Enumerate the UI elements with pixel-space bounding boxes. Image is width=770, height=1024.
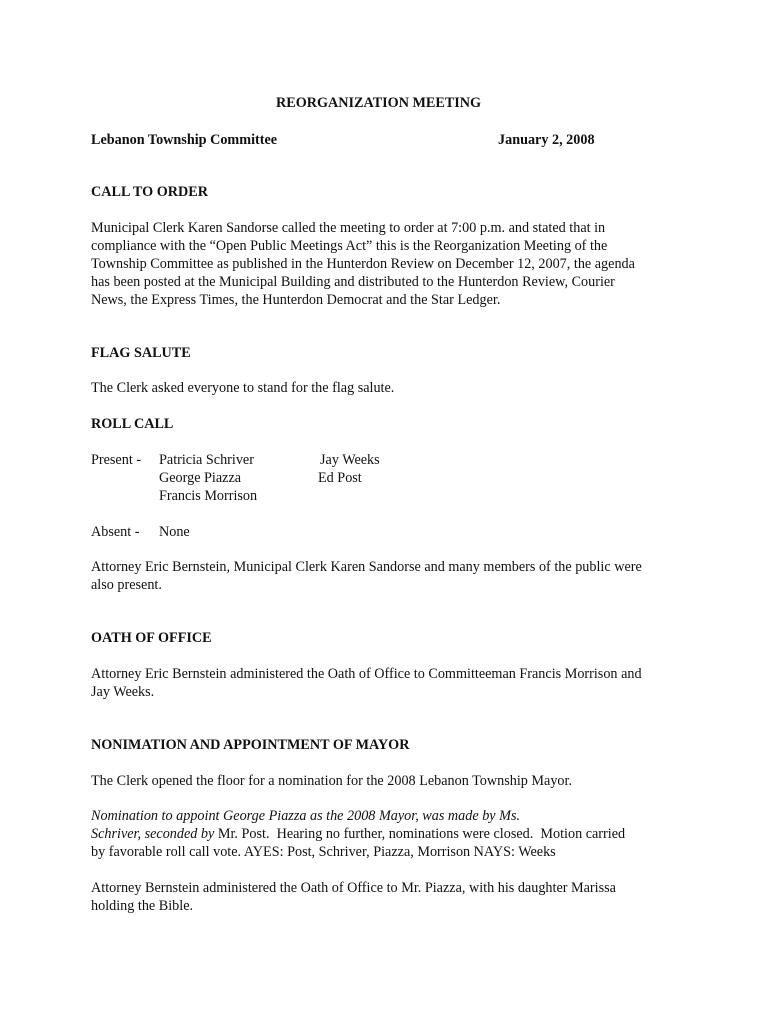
regular-text: Mr. Post. Hearing no further, nominations were closed. Motion carried bbox=[214, 826, 626, 842]
document-title: REORGANIZATION MEETING bbox=[276, 95, 482, 111]
present-member: Patricia Schriver bbox=[159, 452, 254, 468]
mayor-oath-paragraph bbox=[91, 879, 691, 915]
italic-text: Nomination to appoint George Piazza as the 2008 Mayor, was made by Ms. bbox=[91, 808, 521, 824]
paragraph-line: by favorable roll call vote. AYES: Post, Schriver, Piazza, Morrison NAYS: Weeks bbox=[91, 844, 556, 860]
paragraph-line: Township Committee as published in the Hunterdon Review on December 12, 2007, the agenda bbox=[91, 256, 635, 272]
paragraph-line: Attorney Bernstein administered the Oath of Office to Mr. Piazza, with his daughter Marissa bbox=[91, 880, 616, 896]
present-member: Jay Weeks bbox=[320, 452, 380, 468]
paragraph-line: compliance with the “Open Public Meetings Act” this is the Reorganization Meeting of the bbox=[91, 238, 608, 254]
absent-label: Absent - bbox=[91, 524, 140, 540]
flag-salute-text: The Clerk asked everyone to stand for the flag salute. bbox=[91, 380, 395, 396]
call-to-order-heading: CALL TO ORDER bbox=[91, 184, 208, 200]
paragraph-line: News, the Express Times, the Hunterdon Democrat and the Star Ledger. bbox=[91, 292, 501, 308]
committee-name: Lebanon Township Committee bbox=[91, 132, 278, 148]
oath-of-office-paragraph bbox=[91, 665, 691, 701]
paragraph-line: Attorney Eric Bernstein administered the Oath of Office to Committeeman Francis Morrison and bbox=[91, 666, 642, 682]
italic-text: Schriver, seconded by bbox=[91, 826, 215, 842]
absent-value: None bbox=[159, 524, 190, 540]
call-to-order-paragraph bbox=[91, 219, 691, 309]
paragraph-line: Attorney Eric Bernstein, Municipal Clerk Karen Sandorse and many members of the public were bbox=[91, 559, 642, 575]
mayor-nomination-paragraph bbox=[91, 807, 691, 861]
paragraph-line: has been posted at the Municipal Building and distributed to the Hunterdon Review, Courier bbox=[91, 274, 615, 290]
mayor-nomination-heading: NONIMATION AND APPOINTMENT OF MAYOR bbox=[91, 737, 410, 753]
paragraph-line: also present. bbox=[91, 577, 162, 593]
attendance-paragraph bbox=[91, 558, 691, 594]
paragraph-line: Municipal Clerk Karen Sandorse called the meeting to order at 7:00 p.m. and stated that in bbox=[91, 220, 606, 236]
oath-of-office-heading: OATH OF OFFICE bbox=[91, 630, 212, 646]
paragraph-line: Jay Weeks. bbox=[91, 684, 155, 700]
present-label: Present - bbox=[91, 452, 142, 468]
present-member: Francis Morrison bbox=[159, 488, 258, 504]
meeting-date: January 2, 2008 bbox=[498, 132, 595, 148]
roll-call-heading: ROLL CALL bbox=[91, 416, 174, 432]
present-member: George Piazza bbox=[159, 470, 242, 486]
present-member: Ed Post bbox=[318, 470, 362, 486]
mayor-nomination-intro: The Clerk opened the floor for a nomination for the 2008 Lebanon Township Mayor. bbox=[91, 773, 573, 789]
flag-salute-heading: FLAG SALUTE bbox=[91, 345, 191, 361]
paragraph-line: holding the Bible. bbox=[91, 898, 194, 914]
paragraph-line bbox=[91, 825, 691, 843]
paragraph-line bbox=[91, 807, 691, 825]
